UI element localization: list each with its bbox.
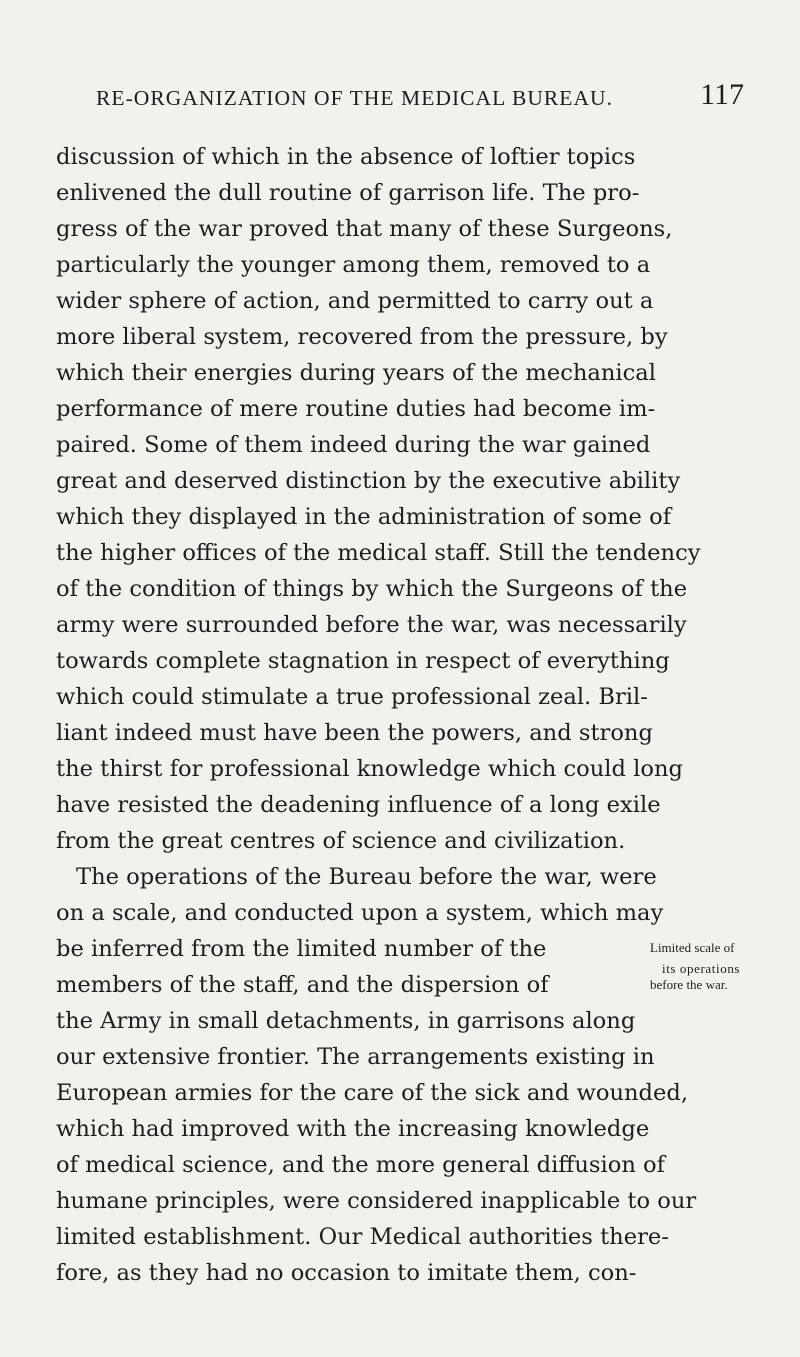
text-line: which had improved with the increasing knowledge <box>56 1116 650 1142</box>
text-line: great and deserved distinction by the executive ability <box>56 468 681 494</box>
page-number: 117 <box>700 78 744 111</box>
text-line: which could stimulate a true professional zeal. Bril- <box>56 684 648 710</box>
text-line: limited establishment. Our Medical authorities there- <box>56 1224 669 1250</box>
text-line: be inferred from the limited number of the <box>56 936 547 962</box>
margin-note-line: before the war. <box>650 977 728 992</box>
text-line: performance of mere routine duties had become im- <box>56 396 656 422</box>
text-line: members of the staff, and the dispersion of <box>56 972 549 998</box>
text-line: from the great centres of science and civilization. <box>56 828 626 854</box>
text-line: discussion of which in the absence of loftier topics <box>56 144 636 170</box>
text-line: which they displayed in the administration of some of <box>56 504 672 530</box>
text-line: particularly the younger among them, removed to a <box>56 252 651 278</box>
text-line: liant indeed must have been the powers, and strong <box>56 720 653 746</box>
text-line: on a scale, and conducted upon a system, which may <box>56 900 664 926</box>
margin-note-line: its operations <box>662 961 741 976</box>
text-line: the Army in small detachments, in garrisons along <box>56 1008 636 1034</box>
text-line: paired. Some of them indeed during the war gained <box>56 432 651 458</box>
text-line: which their energies during years of the mechanical <box>56 360 656 386</box>
text-line: our extensive frontier. The arrangements existing in <box>56 1044 655 1070</box>
text-line: of the condition of things by which the Surgeons of the <box>56 576 688 602</box>
text-line: towards complete stagnation in respect of everything <box>56 648 670 674</box>
text-line: wider sphere of action, and permitted to carry out a <box>56 288 654 314</box>
text-line: gress of the war proved that many of these Surgeons, <box>56 216 673 242</box>
text-line: fore, as they had no occasion to imitate them, con- <box>56 1260 637 1286</box>
text-line: The operations of the Bureau before the war, were <box>76 864 657 890</box>
text-line: more liberal system, recovered from the pressure, by <box>56 324 668 350</box>
running-head-title: RE-ORGANIZATION OF THE MEDICAL BUREAU. <box>96 86 614 110</box>
text-line: the higher offices of the medical staff. Still the tendency <box>56 540 701 566</box>
margin-note-line: Limited scale of <box>650 940 735 955</box>
text-line: have resisted the deadening influence of a long exile <box>56 792 661 818</box>
text-line: European armies for the care of the sick and wounded, <box>56 1080 689 1106</box>
text-line: humane principles, were considered inapplicable to our <box>56 1188 697 1214</box>
text-line: of medical science, and the more general diffusion of <box>56 1152 666 1178</box>
text-line: army were surrounded before the war, was necessarily <box>56 612 687 638</box>
running-head <box>96 78 744 114</box>
text-line: enlivened the dull routine of garrison life. The pro- <box>56 180 640 206</box>
text-line: the thirst for professional knowledge which could long <box>56 756 683 782</box>
